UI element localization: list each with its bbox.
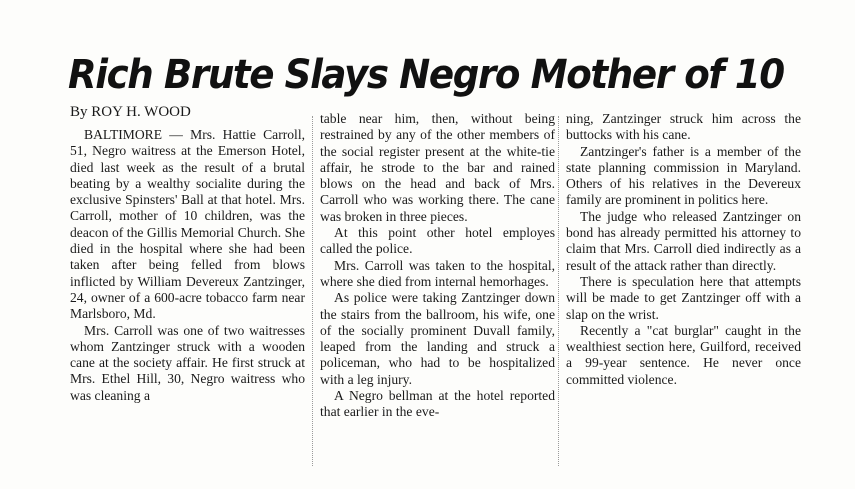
paragraph: table near him, then, without being restrained by any of the other members of the social register present at the white-tie affair, he strode to the bar and rained blows on the head and back of Mrs. Carroll who was working there. The cane was broken in three pieces. (320, 111, 555, 224)
paragraph: There is speculation here that attempts will be made to get Zantzinger off with a slap on the wrist. (566, 273, 801, 322)
paragraph: BALTIMORE — Mrs. Hattie Carroll, 51, Negro waitress at the Emerson Hotel, died last week as the result of a brutal beating by a wealthy socialite during the exclusive Spinsters' Ball at that hotel. Mrs. Carroll, mother of 10 children, was the deacon of the Gillis Memorial Church. She died in the hospital where she had been taken after being felled from blows inflicted by William Devereux Zantzinger, 24, owner of a 600-acre tobacco farm near Marlsboro, Md. (70, 127, 305, 322)
headline: Rich Brute Slays Negro Mother of 10 (68, 52, 784, 98)
paragraph: Zantzinger's father is a member of the state planning commission in Maryland. Others of his relatives in the Devereux family are prominent in politics here. (566, 143, 801, 208)
article-column-1 (70, 127, 305, 404)
paragraph: Mrs. Carroll was one of two waitresses whom Zantzinger struck with a wooden cane at the society affair. He first struck at Mrs. Ethel Hill, 30, Negro waitress who was cleaning a (70, 322, 305, 403)
paragraph: Recently a "cat burglar" caught in the wealthiest section here, Guilford, received a 99-year sentence. He never once committed violence. (566, 322, 801, 387)
column-divider (312, 116, 313, 466)
paragraph: ning, Zantzinger struck him across the buttocks with his cane. (566, 111, 801, 143)
paragraph: At this point other hotel employes called the police. (320, 225, 555, 257)
article-column-2 (320, 111, 555, 421)
byline: By ROY H. WOOD (70, 104, 191, 120)
column-divider (558, 116, 559, 466)
article-column-3 (566, 111, 801, 388)
paragraph: The judge who released Zantzinger on bond has already permitted his attorney to claim that Mrs. Carroll died indirectly as a result of the attack rather than directly. (566, 208, 801, 273)
paragraph: As police were taking Zantzinger down the stairs from the ballroom, his wife, one of the socially prominent Duvall family, leaped from the landing and struck a policeman, who had to be hospitalized with a leg injury. (320, 290, 555, 387)
paragraph: Mrs. Carroll was taken to the hospital, where she died from internal hemorhages. (320, 257, 555, 289)
paragraph: A Negro bellman at the hotel reported that earlier in the eve- (320, 388, 555, 420)
